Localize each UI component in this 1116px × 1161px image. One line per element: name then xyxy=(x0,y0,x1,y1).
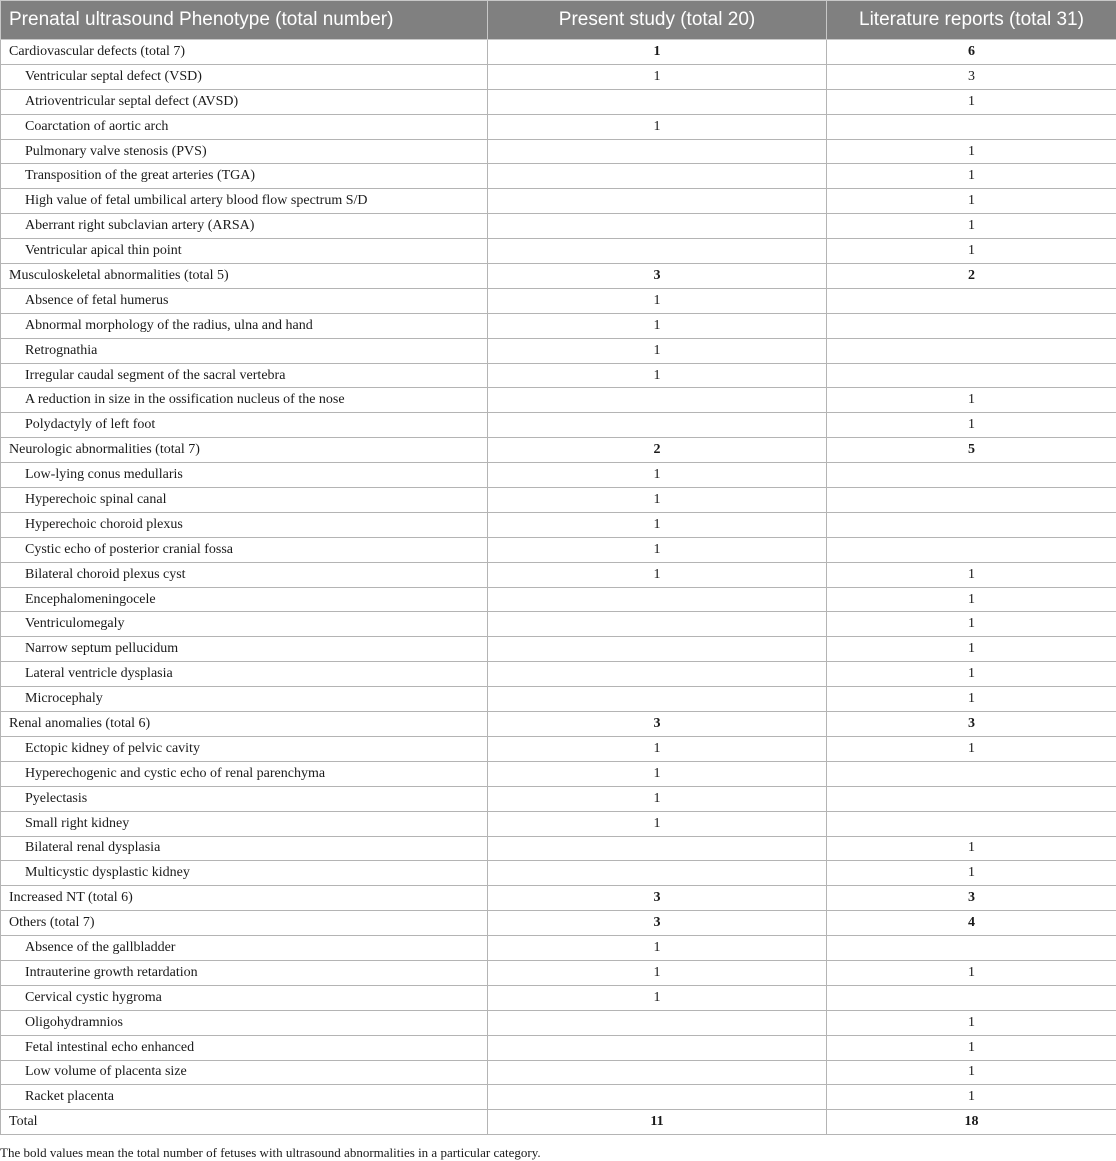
present-study-cell xyxy=(488,413,827,438)
literature-cell: 1 xyxy=(827,662,1116,687)
phenotype-cell: Hyperechoic choroid plexus xyxy=(1,512,488,537)
phenotype-cell: Absence of fetal humerus xyxy=(1,288,488,313)
literature-cell: 18 xyxy=(827,1110,1116,1135)
table-row xyxy=(1,463,1116,488)
literature-cell: 1 xyxy=(827,587,1116,612)
present-study-cell: 3 xyxy=(488,712,827,737)
table-row xyxy=(1,687,1116,712)
literature-cell: 1 xyxy=(827,139,1116,164)
category-row xyxy=(1,911,1116,936)
phenotype-cell: Renal anomalies (total 6) xyxy=(1,712,488,737)
present-study-cell xyxy=(488,1060,827,1085)
table-row xyxy=(1,1035,1116,1060)
table-row xyxy=(1,637,1116,662)
literature-cell: 1 xyxy=(827,164,1116,189)
phenotype-cell: Cystic echo of posterior cranial fossa xyxy=(1,537,488,562)
present-study-cell: 1 xyxy=(488,40,827,65)
present-study-cell: 3 xyxy=(488,886,827,911)
table-row xyxy=(1,612,1116,637)
phenotype-cell: Lateral ventricle dysplasia xyxy=(1,662,488,687)
phenotype-cell: Hyperechoic spinal canal xyxy=(1,488,488,513)
literature-cell: 2 xyxy=(827,264,1116,289)
table-row xyxy=(1,1085,1116,1110)
literature-cell xyxy=(827,338,1116,363)
table-row xyxy=(1,214,1116,239)
present-study-cell: 1 xyxy=(488,811,827,836)
present-study-cell: 1 xyxy=(488,761,827,786)
present-study-cell xyxy=(488,662,827,687)
present-study-cell xyxy=(488,861,827,886)
literature-cell: 1 xyxy=(827,562,1116,587)
present-study-cell: 1 xyxy=(488,512,827,537)
literature-cell: 1 xyxy=(827,189,1116,214)
phenotype-cell: Ectopic kidney of pelvic cavity xyxy=(1,736,488,761)
present-study-cell xyxy=(488,189,827,214)
literature-cell xyxy=(827,537,1116,562)
present-study-cell: 11 xyxy=(488,1110,827,1135)
literature-cell: 4 xyxy=(827,911,1116,936)
phenotype-cell: Aberrant right subclavian artery (ARSA) xyxy=(1,214,488,239)
literature-cell: 1 xyxy=(827,214,1116,239)
table-row xyxy=(1,89,1116,114)
literature-cell xyxy=(827,786,1116,811)
literature-cell xyxy=(827,463,1116,488)
table-row xyxy=(1,164,1116,189)
literature-cell xyxy=(827,313,1116,338)
table-row xyxy=(1,736,1116,761)
present-study-cell: 3 xyxy=(488,264,827,289)
present-study-cell xyxy=(488,637,827,662)
phenotype-cell: Cardiovascular defects (total 7) xyxy=(1,40,488,65)
present-study-cell: 1 xyxy=(488,338,827,363)
header-phenotype: Prenatal ultrasound Phenotype (total number) xyxy=(1,1,488,40)
phenotype-cell: Encephalomeningocele xyxy=(1,587,488,612)
phenotype-cell: A reduction in size in the ossification nucleus of the nose xyxy=(1,388,488,413)
phenotype-cell: Ventriculomegaly xyxy=(1,612,488,637)
table-row xyxy=(1,338,1116,363)
present-study-cell: 1 xyxy=(488,936,827,961)
phenotype-cell: Cervical cystic hygroma xyxy=(1,985,488,1010)
category-row xyxy=(1,712,1116,737)
phenotype-cell: Polydactyly of left foot xyxy=(1,413,488,438)
table-row xyxy=(1,189,1116,214)
literature-cell: 1 xyxy=(827,239,1116,264)
present-study-cell xyxy=(488,1010,827,1035)
present-study-cell xyxy=(488,388,827,413)
literature-cell xyxy=(827,761,1116,786)
phenotype-cell: Pyelectasis xyxy=(1,786,488,811)
category-row xyxy=(1,264,1116,289)
literature-cell: 5 xyxy=(827,438,1116,463)
table-row xyxy=(1,139,1116,164)
literature-cell: 1 xyxy=(827,413,1116,438)
present-study-cell: 1 xyxy=(488,313,827,338)
literature-cell: 1 xyxy=(827,960,1116,985)
literature-cell: 6 xyxy=(827,40,1116,65)
phenotype-cell: Irregular caudal segment of the sacral vertebra xyxy=(1,363,488,388)
literature-cell: 3 xyxy=(827,712,1116,737)
present-study-cell: 1 xyxy=(488,985,827,1010)
literature-cell xyxy=(827,811,1116,836)
table-footnote: The bold values mean the total number of fetuses with ultrasound abnormalities in a particular category. xyxy=(0,1145,541,1161)
table-row xyxy=(1,1010,1116,1035)
phenotype-cell: Neurologic abnormalities (total 7) xyxy=(1,438,488,463)
literature-cell: 3 xyxy=(827,886,1116,911)
literature-cell xyxy=(827,985,1116,1010)
phenotype-cell: Oligohydramnios xyxy=(1,1010,488,1035)
table-row xyxy=(1,114,1116,139)
table-row xyxy=(1,936,1116,961)
phenotype-cell: Hyperechogenic and cystic echo of renal parenchyma xyxy=(1,761,488,786)
literature-cell xyxy=(827,363,1116,388)
literature-cell xyxy=(827,512,1116,537)
present-study-cell: 1 xyxy=(488,786,827,811)
table-row xyxy=(1,836,1116,861)
table-row xyxy=(1,1060,1116,1085)
phenotype-cell: Pulmonary valve stenosis (PVS) xyxy=(1,139,488,164)
literature-cell: 1 xyxy=(827,89,1116,114)
table-row xyxy=(1,662,1116,687)
literature-cell: 1 xyxy=(827,388,1116,413)
header-literature-reports: Literature reports (total 31) xyxy=(827,1,1116,40)
category-row xyxy=(1,438,1116,463)
present-study-cell: 3 xyxy=(488,911,827,936)
present-study-cell xyxy=(488,214,827,239)
table-row xyxy=(1,413,1116,438)
present-study-cell: 1 xyxy=(488,562,827,587)
present-study-cell: 1 xyxy=(488,488,827,513)
present-study-cell: 1 xyxy=(488,463,827,488)
phenotype-cell: Narrow septum pellucidum xyxy=(1,637,488,662)
table-row xyxy=(1,537,1116,562)
table-row xyxy=(1,960,1116,985)
phenotype-cell: Microcephaly xyxy=(1,687,488,712)
present-study-cell: 1 xyxy=(488,736,827,761)
phenotype-cell: Bilateral renal dysplasia xyxy=(1,836,488,861)
literature-cell: 1 xyxy=(827,861,1116,886)
table-row xyxy=(1,562,1116,587)
present-study-cell xyxy=(488,239,827,264)
phenotype-cell: Fetal intestinal echo enhanced xyxy=(1,1035,488,1060)
present-study-cell xyxy=(488,612,827,637)
present-study-cell xyxy=(488,1085,827,1110)
phenotype-cell: Others (total 7) xyxy=(1,911,488,936)
phenotype-cell: Multicystic dysplastic kidney xyxy=(1,861,488,886)
present-study-cell: 1 xyxy=(488,537,827,562)
literature-cell: 1 xyxy=(827,637,1116,662)
phenotype-cell: Bilateral choroid plexus cyst xyxy=(1,562,488,587)
table-header xyxy=(1,1,1116,40)
table-row xyxy=(1,587,1116,612)
phenotype-cell: Small right kidney xyxy=(1,811,488,836)
literature-cell xyxy=(827,936,1116,961)
category-row xyxy=(1,886,1116,911)
present-study-cell: 1 xyxy=(488,363,827,388)
table-row xyxy=(1,786,1116,811)
phenotype-cell: Abnormal morphology of the radius, ulna and hand xyxy=(1,313,488,338)
present-study-cell: 1 xyxy=(488,960,827,985)
table-row xyxy=(1,488,1116,513)
table-row xyxy=(1,64,1116,89)
literature-cell: 1 xyxy=(827,736,1116,761)
phenotype-cell: Low volume of placenta size xyxy=(1,1060,488,1085)
present-study-cell: 2 xyxy=(488,438,827,463)
table-row xyxy=(1,239,1116,264)
total-row xyxy=(1,1110,1116,1135)
table-row xyxy=(1,512,1116,537)
table-row xyxy=(1,985,1116,1010)
present-study-cell: 1 xyxy=(488,114,827,139)
present-study-cell xyxy=(488,139,827,164)
table-row xyxy=(1,288,1116,313)
phenotype-cell: Coarctation of aortic arch xyxy=(1,114,488,139)
phenotype-cell: Ventricular apical thin point xyxy=(1,239,488,264)
phenotype-cell: Total xyxy=(1,1110,488,1135)
table-body xyxy=(1,40,1116,1135)
present-study-cell xyxy=(488,164,827,189)
literature-cell: 1 xyxy=(827,836,1116,861)
present-study-cell: 1 xyxy=(488,288,827,313)
header-row xyxy=(1,1,1116,40)
phenotype-cell: High value of fetal umbilical artery blood flow spectrum S/D xyxy=(1,189,488,214)
literature-cell xyxy=(827,288,1116,313)
literature-cell: 1 xyxy=(827,687,1116,712)
phenotype-cell: Intrauterine growth retardation xyxy=(1,960,488,985)
phenotype-cell: Ventricular septal defect (VSD) xyxy=(1,64,488,89)
table-row xyxy=(1,861,1116,886)
present-study-cell xyxy=(488,89,827,114)
present-study-cell xyxy=(488,687,827,712)
category-row xyxy=(1,40,1116,65)
literature-cell: 1 xyxy=(827,1010,1116,1035)
literature-cell: 1 xyxy=(827,1085,1116,1110)
literature-cell xyxy=(827,114,1116,139)
table-row xyxy=(1,313,1116,338)
phenotype-cell: Atrioventricular septal defect (AVSD) xyxy=(1,89,488,114)
phenotype-cell: Absence of the gallbladder xyxy=(1,936,488,961)
present-study-cell: 1 xyxy=(488,64,827,89)
present-study-cell xyxy=(488,1035,827,1060)
present-study-cell xyxy=(488,587,827,612)
table-row xyxy=(1,811,1116,836)
phenotype-cell: Musculoskeletal abnormalities (total 5) xyxy=(1,264,488,289)
phenotype-cell: Increased NT (total 6) xyxy=(1,886,488,911)
literature-cell xyxy=(827,488,1116,513)
table-row xyxy=(1,363,1116,388)
literature-cell: 1 xyxy=(827,1035,1116,1060)
phenotype-cell: Racket placenta xyxy=(1,1085,488,1110)
phenotype-cell: Retrognathia xyxy=(1,338,488,363)
phenotype-cell: Transposition of the great arteries (TGA) xyxy=(1,164,488,189)
literature-cell: 1 xyxy=(827,612,1116,637)
literature-cell: 1 xyxy=(827,1060,1116,1085)
phenotype-cell: Low-lying conus medullaris xyxy=(1,463,488,488)
header-present-study: Present study (total 20) xyxy=(488,1,827,40)
table-row xyxy=(1,761,1116,786)
present-study-cell xyxy=(488,836,827,861)
literature-cell: 3 xyxy=(827,64,1116,89)
table-row xyxy=(1,388,1116,413)
